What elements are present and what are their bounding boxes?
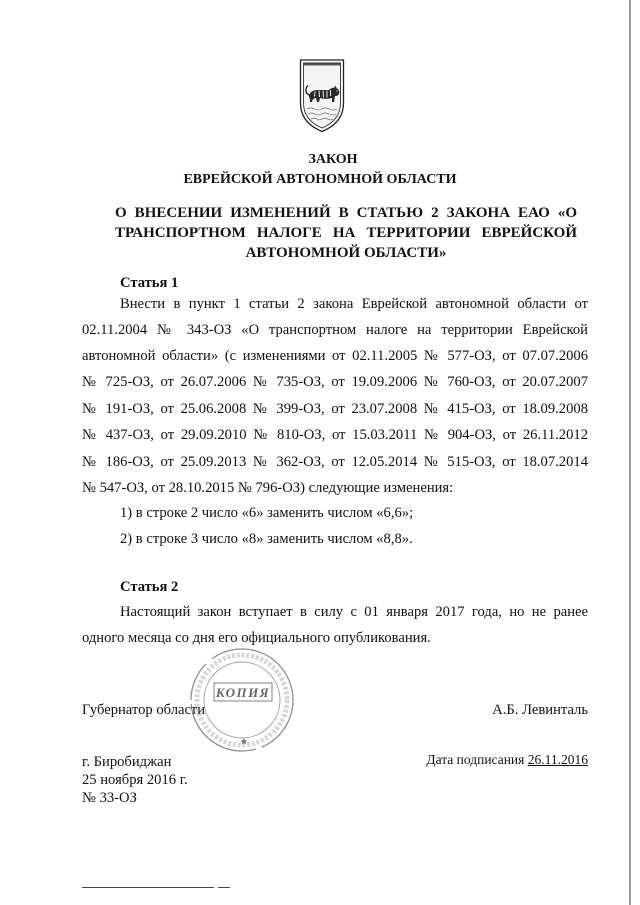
scan-edge-line [629,0,631,905]
article-1-line: № 725-ОЗ, от 26.07.2006 № 735-ОЗ, от 19.09.2006 № 760-ОЗ, от 20.07.2007 [82,374,588,390]
article-2-line: одного месяца со дня его официального опубликования. [82,630,431,646]
article-1-heading: Статья 1 [120,275,179,291]
city: г. Биробиджан [82,754,172,770]
signing-date-block [426,751,588,769]
law-title-line: О ВНЕСЕНИИ ИЗМЕНЕНИЙ В СТАТЬЮ 2 ЗАКОНА ЕАО «О [115,205,577,221]
bottom-rule [82,887,214,888]
coat-of-arms-icon [299,57,345,133]
signer-name: А.Б. Левинталь [492,702,588,718]
article-1-line: Внести в пункт 1 статьи 2 закона Еврейской автономной области от [120,296,588,312]
article-1-line: автономной области» (с изменениями от 02.11.2005 № 577-ОЗ, от 07.07.2006 [82,348,588,364]
bottom-rule-dash [218,887,230,888]
adoption-date: 25 ноября 2016 г. [82,772,188,788]
article-2-heading: Статья 2 [120,579,179,595]
law-title-line: ТРАНСПОРТНОМ НАЛОГЕ НА ТЕРРИТОРИИ ЕВРЕЙСКОЙ [115,225,577,241]
article-1-line: № 186-ОЗ, от 25.09.2013 № 362-ОЗ, от 12.05.2014 № 515-ОЗ, от 18.07.2014 [82,454,588,470]
law-number: № 33-ОЗ [82,790,137,806]
region-name: ЕВРЕЙСКОЙ АВТОНОМНОЙ ОБЛАСТИ [183,172,457,187]
amendment-item: 2) в строке 3 число «8» заменить числом «8,8». [120,531,413,547]
copy-stamp [178,645,306,755]
article-1-line: № 437-ОЗ, от 29.09.2010 № 810-ОЗ, от 15.03.2011 № 904-ОЗ, от 26.11.2012 [82,427,588,443]
signing-date-label: Дата подписания [426,752,525,767]
law-label: ЗАКОН [308,152,358,167]
signing-date-value: 26.11.2016 [527,752,588,767]
law-title-line: АВТОНОМНОЙ ОБЛАСТИ» [245,245,447,261]
stamp-label: КОПИЯ [215,685,271,700]
article-1-line: 02.11.2004 № 343-ОЗ «О транспортном налоге на территории Еврейской [82,322,588,338]
signer-position: Губернатор области [82,702,206,718]
article-1-line: № 191-ОЗ, от 25.06.2008 № 399-ОЗ, от 23.07.2008 № 415-ОЗ, от 18.09.2008 [82,401,588,417]
article-1-line: № 547-ОЗ, от 28.10.2015 № 796-ОЗ) следующие изменения: [82,480,454,496]
article-2-line: Настоящий закон вступает в силу с 01 января 2017 года, но не ранее [120,604,588,620]
amendment-item: 1) в строке 2 число «6» заменить числом «6,6»; [120,505,414,521]
